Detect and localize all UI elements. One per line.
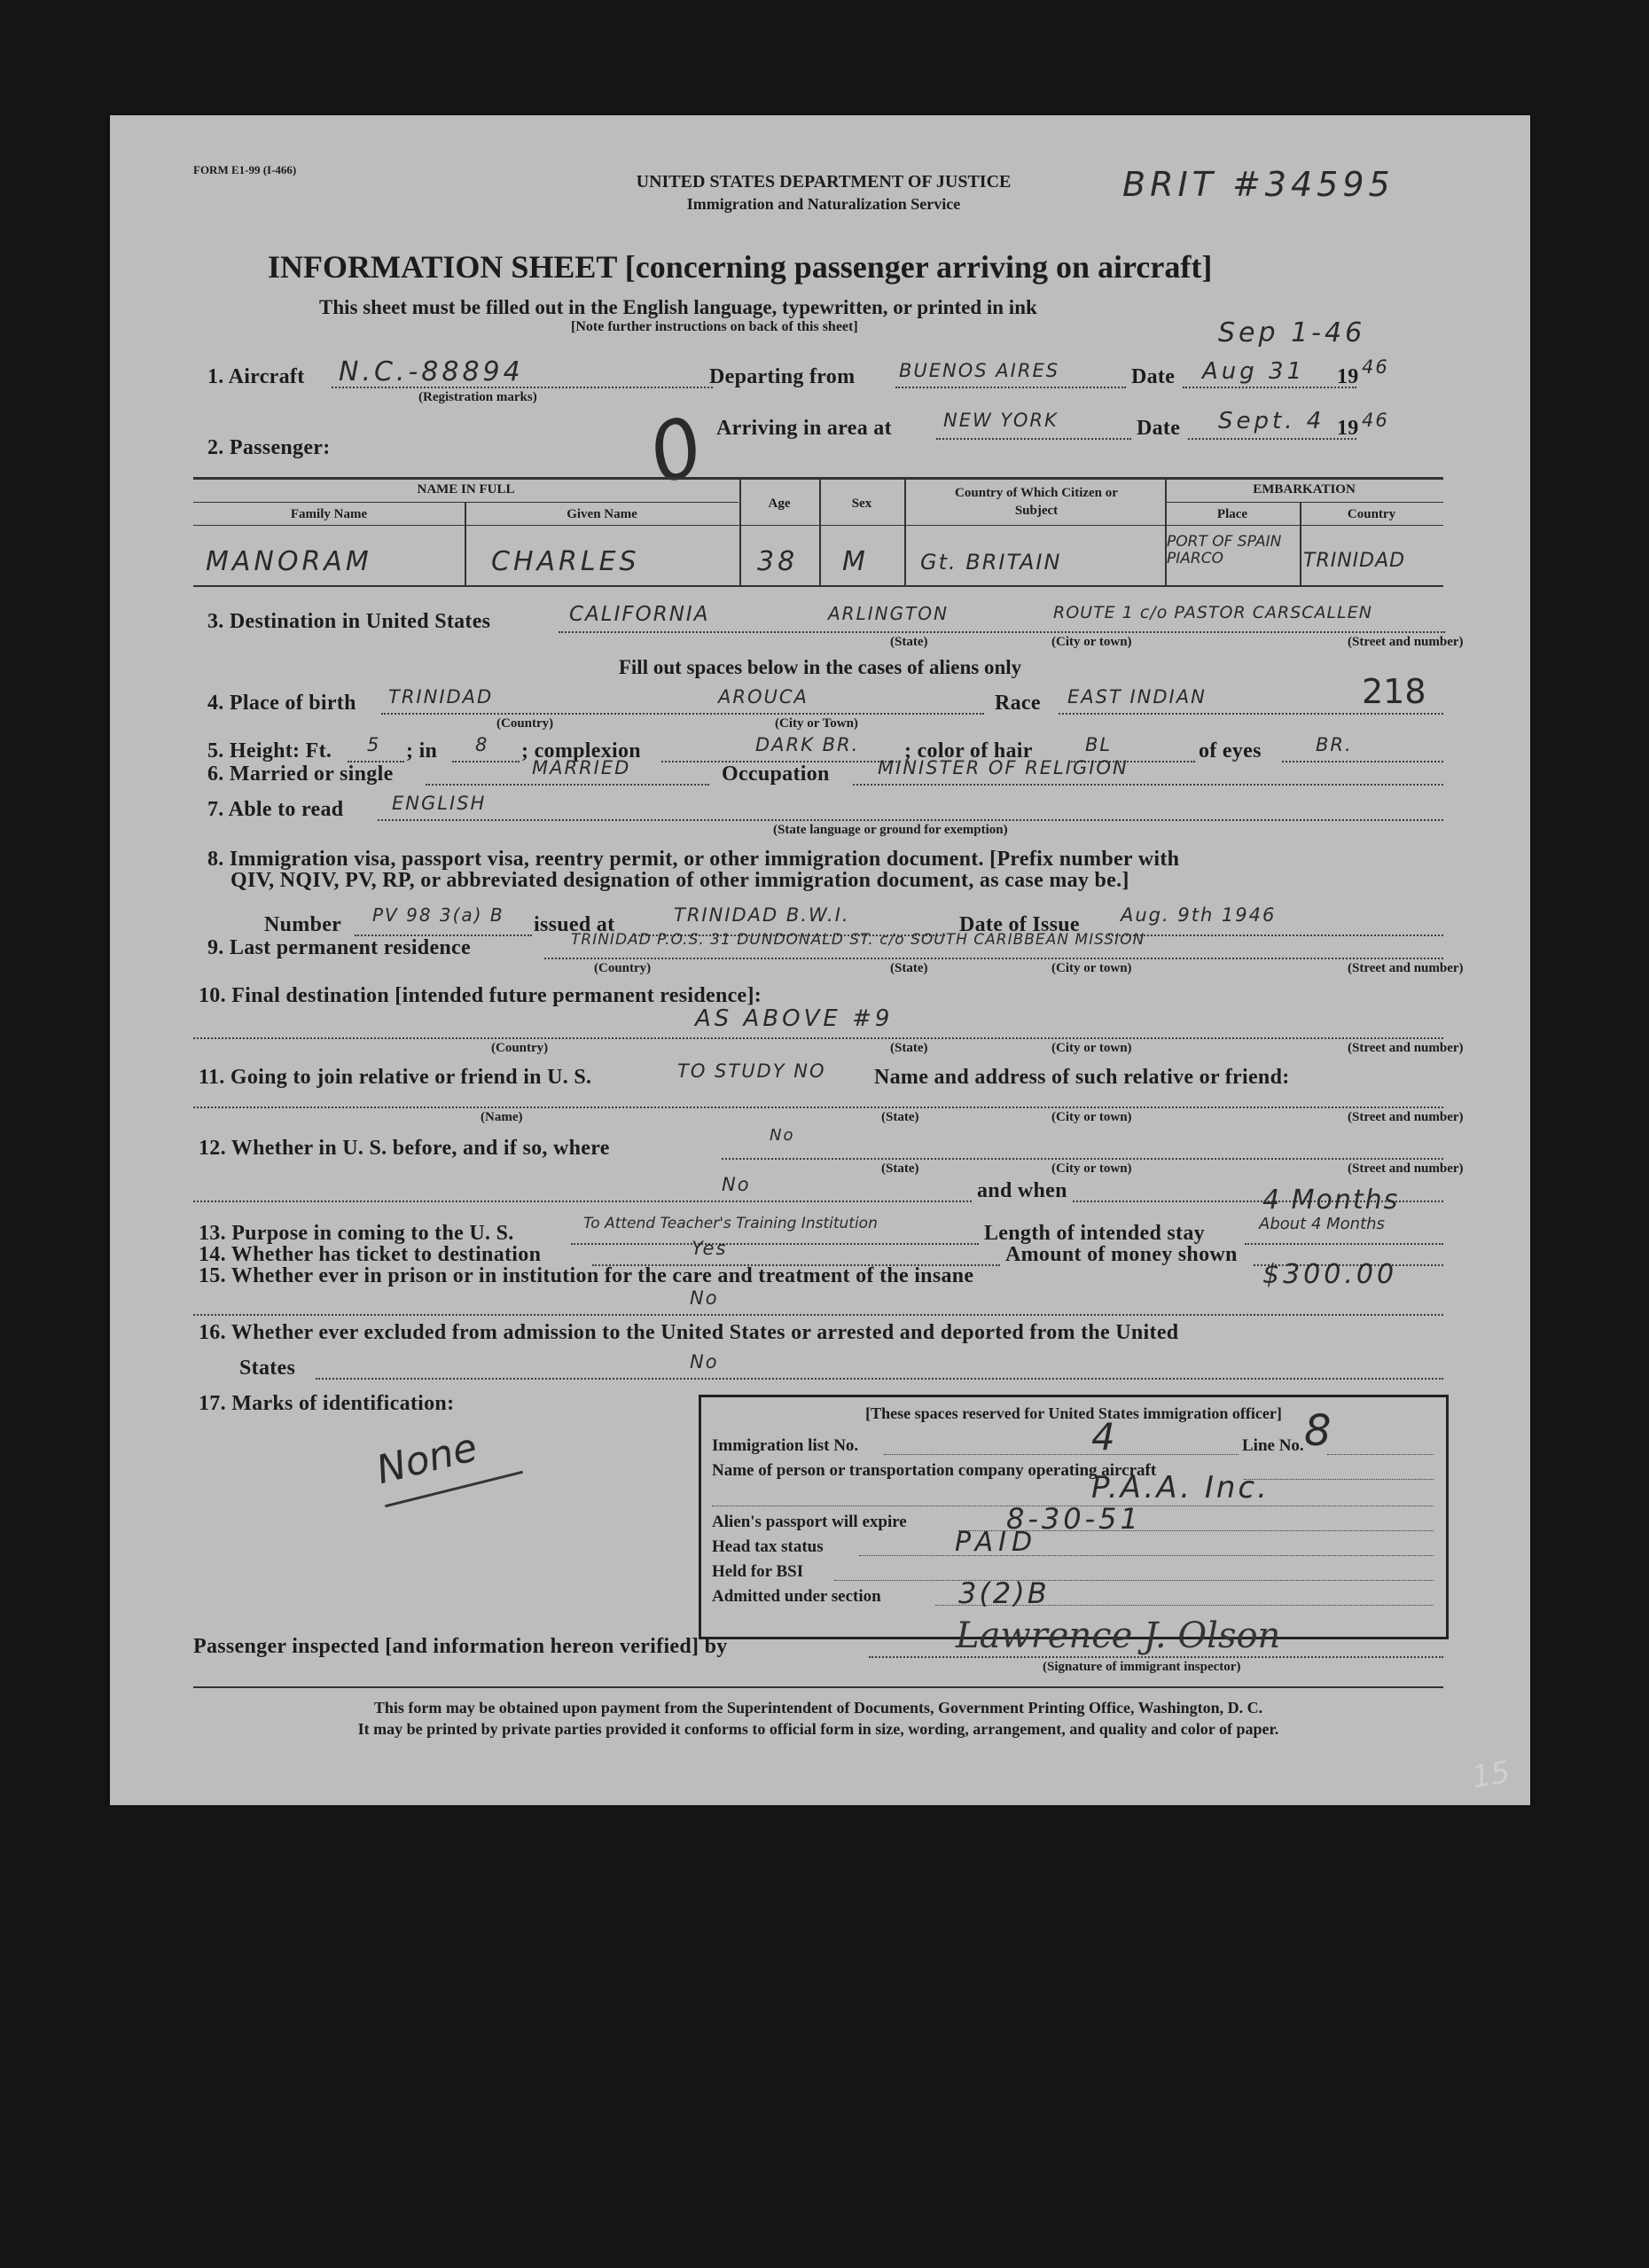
service-name: Immigration and Naturalization Service: [686, 195, 961, 213]
eyes-label: of eyes: [1199, 739, 1262, 763]
money-value: $300.00: [1262, 1259, 1398, 1290]
stay-label: Length of intended stay: [984, 1222, 1205, 1245]
family-name-header: Family Name: [290, 507, 368, 521]
q3-label: 3. Destination in United States: [207, 610, 491, 633]
head-tax-label: Head tax status: [712, 1537, 824, 1556]
line-no-label: Line No.: [1242, 1436, 1304, 1455]
q2-year-prefix: 19: [1337, 417, 1359, 440]
q10-sub-state: (State): [890, 1041, 928, 1055]
complexion-value: DARK BR.: [755, 734, 860, 755]
hair-value: BL: [1085, 734, 1113, 755]
q11-sub-city: (City or town): [1051, 1110, 1132, 1124]
q16-label-2: States: [239, 1357, 296, 1380]
q4-label: 4. Place of birth: [207, 692, 356, 715]
admitted-section-label: Admitted under section: [712, 1587, 881, 1606]
q11-sub-street: (Street and number): [1348, 1110, 1464, 1124]
inspected-label: Passenger inspected [and information hereon verified] by: [193, 1635, 728, 1658]
height-ft: 5: [367, 734, 381, 755]
complexion-label: ; complexion: [521, 739, 641, 763]
q11-label: 11. Going to join relative or friend in U. S.: [199, 1066, 592, 1089]
q5-label: 5. Height: Ft.: [207, 739, 332, 763]
excluded-value: No: [690, 1351, 719, 1373]
passport-expire-label: Alien's passport will expire: [712, 1513, 907, 1531]
q10-sub-country: (Country): [491, 1041, 549, 1055]
marital-value: MARRIED: [532, 757, 631, 778]
operator-value: P.A.A. Inc.: [1091, 1470, 1270, 1505]
q9-sub-street: (Street and number): [1348, 961, 1464, 975]
officer-box: [699, 1395, 1449, 1639]
place-header: Place: [1216, 507, 1248, 521]
q4-sub-city: (City or Town): [775, 716, 858, 731]
birth-country: TRINIDAD: [388, 686, 494, 708]
number-label: Number: [264, 913, 342, 936]
q10-sub-street: (Street and number): [1348, 1041, 1464, 1055]
admitted-section-value: 3(2)B: [958, 1576, 1050, 1610]
q10-sub-city: (City or town): [1051, 1041, 1132, 1055]
embarkation-country-header: Country: [1347, 507, 1396, 521]
q7-sub: (State language or ground for exemption): [773, 823, 1008, 837]
departing-value: BUENOS AIRES: [899, 360, 1060, 381]
q8-label-2: QIV, NQIV, PV, RP, or abbreviated designation of other immigration document, as case may be.]: [231, 869, 1129, 892]
sex-header: Sex: [851, 497, 872, 511]
q1-date-label: Date: [1131, 365, 1176, 388]
form-title-main: INFORMATION SHEET: [268, 249, 617, 285]
height-in: 8: [475, 734, 489, 755]
inspector-signature: Lawrence J. Olson: [956, 1615, 1281, 1656]
arriving-date: Sept. 4: [1218, 408, 1325, 434]
residence-value: TRINIDAD P.O.S. 31 DUNDONALD ST. c/o SOUTH CARIBBEAN MISSION: [571, 931, 1145, 949]
issue-date-value: Aug. 9th 1946: [1121, 904, 1277, 926]
read-value: ENGLISH: [392, 793, 487, 814]
purpose-value: To Attend Teacher's Training Institution: [583, 1215, 878, 1232]
destination-city: ARLINGTON: [828, 603, 949, 624]
q11-label-end: Name and address of such relative or friend:: [874, 1066, 1290, 1089]
and-when-label: and when: [973, 1179, 1071, 1203]
list-no-label: Immigration list No.: [712, 1436, 859, 1455]
name-in-full-header: NAME IN FULL: [417, 482, 515, 497]
given-name-value: CHARLES: [491, 546, 640, 577]
embarkation-place-value: PORT OF SPAIN PIARCO: [1167, 533, 1282, 567]
before-where-value: No: [770, 1126, 795, 1145]
arriving-label: Arriving in area at: [716, 417, 892, 440]
stay-annotation: 4 Months: [1262, 1185, 1400, 1216]
q11-sub-name: (Name): [481, 1110, 523, 1124]
operator-label: Name of person or transportation company operating aircraft: [712, 1461, 1157, 1480]
issue-date-label: Date of Issue: [959, 913, 1080, 936]
q2-label: 2. Passenger:: [207, 436, 331, 459]
money-label: Amount of money shown: [1005, 1243, 1238, 1266]
q1-label: 1. Aircraft: [207, 365, 305, 388]
in-label: ; in: [406, 739, 438, 763]
join-value: TO STUDY NO: [677, 1060, 826, 1082]
destination-state: CALIFORNIA: [569, 603, 710, 626]
q2-date-label: Date: [1137, 417, 1181, 440]
embarkation-header: EMBARKATION: [1253, 482, 1356, 497]
q6-label: 6. Married or single: [207, 763, 394, 786]
ticket-value: Yes: [692, 1238, 728, 1259]
aircraft-value: N.C.-88894: [339, 356, 524, 387]
q11-sub-state: (State): [881, 1110, 919, 1124]
information-sheet: [110, 115, 1530, 1805]
occupation-value: MINISTER OF RELIGION: [878, 757, 1129, 778]
family-name-value: MANORAM: [206, 546, 372, 577]
marks-value: None: [371, 1424, 482, 1494]
before-value-2: No: [722, 1174, 751, 1195]
q9-label: 9. Last permanent residence: [207, 936, 471, 959]
age-header: Age: [768, 497, 791, 511]
head-tax-value: PAID: [955, 1527, 1038, 1558]
q1-year-prefix: 19: [1337, 365, 1359, 388]
citizen-value: Gt. BRITAIN: [920, 550, 1062, 575]
eyes-value: BR.: [1316, 734, 1353, 755]
given-name-header: Given Name: [567, 507, 637, 521]
prison-value: No: [690, 1287, 719, 1309]
sex-value: M: [842, 546, 869, 577]
list-no-value: 4: [1091, 1415, 1115, 1459]
destination-street: ROUTE 1 c/o PASTOR CARSCALLEN: [1053, 603, 1372, 622]
race-label: Race: [995, 692, 1041, 715]
bsi-label: Held for BSI: [712, 1562, 804, 1581]
form-number: FORM E1-99 (I-466): [193, 163, 297, 176]
q1-year: 46: [1362, 356, 1389, 378]
file-number: BRIT #34595: [1122, 165, 1395, 204]
q14-label: 14. Whether has ticket to destination: [199, 1243, 542, 1266]
embarkation-country-value: TRINIDAD: [1303, 550, 1406, 572]
birth-city: AROUCA: [718, 686, 809, 708]
q3-sub-street: (Street and number): [1348, 635, 1464, 649]
citizen-country-header: Country of Which Citizen or Subject: [955, 486, 1118, 518]
signature-caption: (Signature of immigrant inspector): [1043, 1660, 1241, 1674]
form-instruction: This sheet must be filled out in the English language, typewritten, or printed in ink: [319, 296, 1037, 318]
occupation-label: Occupation: [722, 763, 830, 786]
q9-sub-state: (State): [890, 961, 928, 975]
officer-box-title: [These spaces reserved for United States immigration officer]: [865, 1404, 1282, 1422]
q12-sub-street: (Street and number): [1348, 1161, 1464, 1176]
q12-sub-city: (City or town): [1051, 1161, 1132, 1176]
line-no-value: 8: [1304, 1406, 1332, 1456]
stay-value: About 4 Months: [1259, 1215, 1385, 1233]
departing-date: Aug 31: [1202, 358, 1306, 385]
q3-sub-state: (State): [890, 635, 928, 649]
number-value: PV 98 3(a) B: [372, 904, 504, 926]
passport-expire-value: 8-30-51: [1006, 1502, 1142, 1536]
q1-sub: (Registration marks): [418, 390, 537, 404]
hair-label: ; color of hair: [904, 739, 1033, 763]
age-value: 38: [757, 546, 799, 577]
q7-label: 7. Able to read: [207, 798, 344, 821]
q10-label: 10. Final destination [intended future permanent residence]:: [199, 984, 762, 1007]
form-title: [268, 248, 1212, 285]
race-code: 218: [1362, 672, 1426, 711]
footer-notice-2: It may be printed by private parties provided it conforms to official form in size, wording, arrangement, and quality and color of paper.: [357, 1720, 1279, 1738]
issued-value: TRINIDAD B.W.I.: [674, 904, 850, 926]
q2-year: 46: [1362, 410, 1389, 431]
q12-label: 12. Whether in U. S. before, and if so, where: [199, 1137, 610, 1160]
q12-sub-state: (State): [881, 1161, 919, 1176]
aliens-heading: Fill out spaces below in the cases of aliens only: [618, 656, 1022, 678]
form-title-bracket: [concerning passenger arriving on aircraft]: [624, 249, 1213, 285]
form-note: [Note further instructions on back of this sheet]: [571, 319, 858, 334]
q4-sub-country: (Country): [496, 716, 554, 731]
race-value: EAST INDIAN: [1067, 686, 1207, 708]
date-annotation: Sep 1-46: [1218, 317, 1366, 348]
final-destination-value: AS ABOVE #9: [695, 1005, 894, 1032]
q17-label: 17. Marks of identification:: [199, 1392, 455, 1415]
q16-label: 16. Whether ever excluded from admission to the United States or arrested and deported from the United: [199, 1321, 1179, 1344]
q8-label: 8. Immigration visa, passport visa, reentry permit, or other immigration document. [Prefix number with: [207, 848, 1180, 871]
q3-sub-city: (City or town): [1051, 635, 1132, 649]
page-mark: 15: [1468, 1754, 1513, 1796]
arriving-value: NEW YORK: [943, 410, 1059, 431]
q9-sub-country: (Country): [594, 961, 652, 975]
issued-label: issued at: [534, 913, 615, 936]
departing-label: Departing from: [709, 365, 856, 388]
passenger-mark: 0: [637, 398, 715, 504]
footer-notice-1: This form may be obtained upon payment from the Superintendent of Documents, Government Printing Office, Washington, D. C.: [373, 1699, 1263, 1717]
q13-label: 13. Purpose in coming to the U. S.: [199, 1222, 514, 1245]
department-name: UNITED STATES DEPARTMENT OF JUSTICE: [636, 172, 1012, 192]
q9-sub-city: (City or town): [1051, 961, 1132, 975]
q15-label: 15. Whether ever in prison or in institution for the care and treatment of the insane: [199, 1264, 974, 1287]
